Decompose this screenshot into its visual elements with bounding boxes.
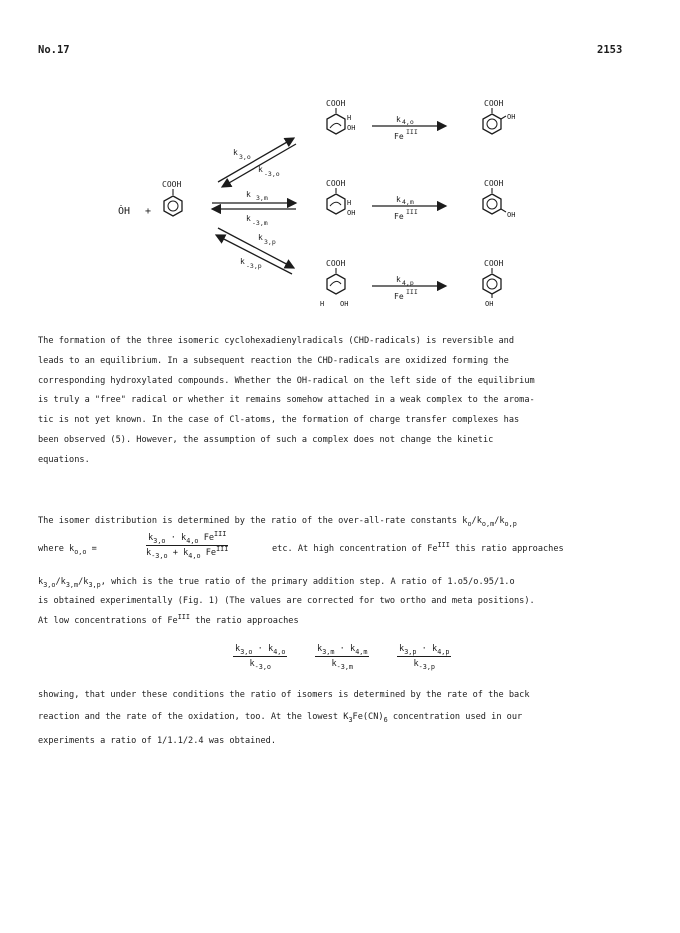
- where-definition: where $k_{o,o}$ =: [38, 544, 97, 556]
- paragraph-3-line-2: reaction and the rate of the oxidation, too. At the lowest $K_3Fe(CN)_6$ concentration used in our: [38, 712, 523, 724]
- fraction-para: $\frac{k_{3,p} \cdot k_{4,p}}{k_{-3,p}}$: [399, 644, 450, 671]
- svg-text:-3,o: -3,o: [264, 170, 280, 178]
- svg-text:COOH: COOH: [326, 99, 346, 108]
- svg-text:H: H: [320, 300, 325, 308]
- svg-text:COOH: COOH: [326, 259, 346, 268]
- journal-issue: No.17: [38, 44, 70, 56]
- svg-text:OH: OH: [340, 300, 349, 308]
- fraction-meta: $\frac{k_{3,m} \cdot k_{4,m}}{k_{-3,m}}$: [317, 644, 368, 671]
- benzoic-acid-cooh: COOH: [162, 180, 182, 189]
- rate-constant-fraction: $k_{3,o} \cdot k_{4,o}$ $Fe^{III}$ $k_{-3,o} + k_{4,o}$ $Fe^{III}$: [146, 530, 229, 560]
- paragraph-3-line-3: experiments a ratio of 1/1.1/2.4 was obtained.: [38, 736, 276, 746]
- svg-text:k: k: [246, 214, 251, 223]
- plus-sign: +: [145, 206, 152, 217]
- svg-text:k: k: [246, 190, 251, 199]
- m-hydroxybenzoic-ring: [483, 194, 501, 214]
- svg-text:Fe: Fe: [394, 292, 404, 301]
- svg-text:4,m: 4,m: [402, 198, 414, 206]
- paragraph-2-line-5: At low concentrations of $Fe^{III}$ the ratio approaches: [38, 613, 299, 626]
- svg-text:k: k: [258, 233, 263, 242]
- ortho-radical-ring: [327, 114, 345, 134]
- svg-text:III: III: [406, 288, 418, 296]
- svg-text:Fe: Fe: [394, 212, 404, 221]
- svg-text:OH: OH: [507, 211, 516, 219]
- svg-text:OH: OH: [507, 113, 516, 121]
- svg-text:OH: OH: [347, 209, 356, 217]
- svg-text:COOH: COOH: [484, 99, 504, 108]
- svg-text:3,m: 3,m: [256, 194, 268, 202]
- paragraph-2-line-4: is obtained experimentally (Fig. 1) (The values are corrected for two ortho and meta positions).: [38, 596, 535, 606]
- svg-text:III: III: [406, 208, 418, 216]
- reaction-scheme: [0, 90, 680, 320]
- svg-text:3,o: 3,o: [239, 153, 251, 161]
- svg-text:k: k: [233, 148, 238, 157]
- forward-arrow-ortho: [218, 138, 294, 182]
- svg-text:COOH: COOH: [484, 259, 504, 268]
- paragraph-1: The formation of the three isomeric cyclohexadienylradicals (CHD-radicals) is reversible and leads to an equilibrium. In a subsequent reaction the CHD-radicals are oxidized forming the corresponding hydroxylated compounds. Whether the OH-radical on the left side of the equilibrium is truly a "free" radical or whether it remains somehow attached in a weak complex to the aroma- tic is not yet known. In the case of Cl-atoms, the formation of charge transfer complexes has been observed (5). However, the assumption of such a complex does not change the kinetic equations.: [38, 336, 535, 465]
- paragraph-2-line-1: The isomer distribution is determined by the ratio of the over-all-rate constants $k_o/k_{o,m}/k_{o,p}$: [38, 516, 517, 528]
- page-number: 2153: [597, 44, 623, 56]
- p-hydroxybenzoic-ring: [483, 274, 501, 294]
- svg-text:-3,m: -3,m: [252, 219, 268, 227]
- meta-radical-ring: [327, 194, 345, 214]
- svg-text:k: k: [258, 165, 263, 174]
- paragraph-3-line-1: showing, that under these conditions the ratio of isomers is determined by the rate of the back: [38, 690, 530, 700]
- benzoic-acid-ring: [164, 196, 182, 216]
- svg-text:COOH: COOH: [484, 179, 504, 188]
- aromatic-circle: [168, 201, 178, 211]
- etc-text: etc. At high concentration of $Fe^{III}$ this ratio approaches: [272, 541, 564, 554]
- svg-text:COOH: COOH: [326, 179, 346, 188]
- svg-text:OH: OH: [347, 124, 356, 132]
- svg-text:k: k: [240, 257, 245, 266]
- svg-text:4,p: 4,p: [402, 279, 414, 287]
- svg-text:Fe: Fe: [394, 132, 404, 141]
- fraction-ortho: $\frac{k_{3,o} \cdot k_{4,o}}{k_{-3,o}}$: [235, 644, 286, 671]
- svg-text:OH: OH: [485, 300, 494, 308]
- para-radical-ring: [327, 274, 345, 294]
- oh-radical: ȮH: [118, 206, 131, 217]
- svg-text:k: k: [396, 275, 401, 284]
- salicylic-acid-ring: [483, 114, 501, 134]
- svg-text:4,o: 4,o: [402, 118, 414, 126]
- svg-text:III: III: [406, 128, 418, 136]
- svg-text:k: k: [396, 195, 401, 204]
- svg-text:3,p: 3,p: [264, 238, 276, 246]
- svg-text:-3,p: -3,p: [246, 262, 262, 270]
- svg-text:H: H: [347, 114, 352, 122]
- svg-text:H: H: [347, 199, 352, 207]
- svg-text:k: k: [396, 115, 401, 124]
- paragraph-2-line-3: $k_{3,o}/k_{3,m}/k_{3,p}$, which is the true ratio of the primary addition step. A ratio of 1.o5/o.95/1.o: [38, 577, 515, 589]
